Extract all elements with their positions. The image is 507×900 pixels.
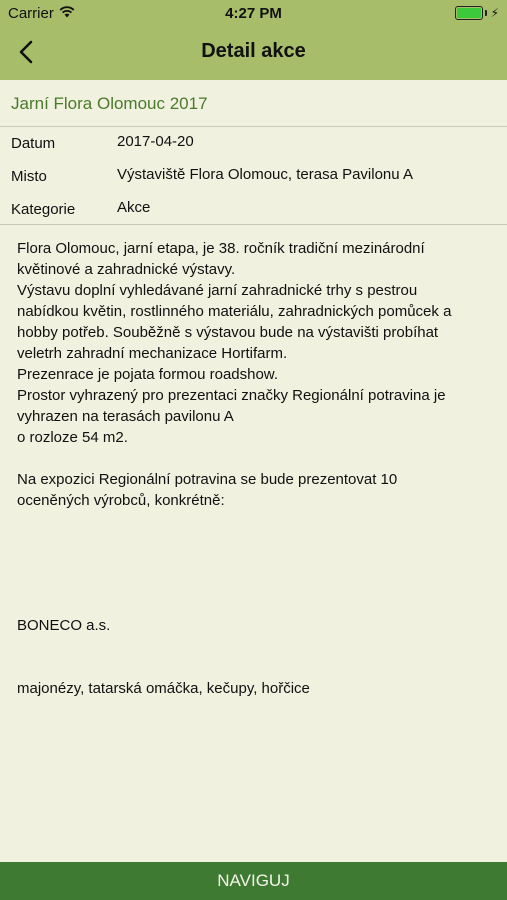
place-label: Misto bbox=[11, 168, 47, 185]
description-line: hobby potřeb. Souběžně s výstavou bude na výstavišti probíhat bbox=[17, 324, 439, 341]
info-row-category bbox=[0, 193, 507, 226]
paragraph-gap bbox=[17, 448, 492, 469]
header bbox=[0, 0, 507, 80]
info-table bbox=[0, 127, 507, 226]
info-row-date bbox=[0, 127, 507, 160]
battery-icon bbox=[455, 6, 483, 20]
description-line: květinové a zahradnické výstavy. bbox=[17, 261, 236, 278]
status-time: 4:27 PM bbox=[225, 5, 282, 22]
battery-cap bbox=[485, 10, 487, 16]
page-title: Detail akce bbox=[201, 40, 306, 62]
carrier-label: Carrier bbox=[8, 5, 54, 22]
date-value: 2017-04-20 bbox=[117, 133, 194, 150]
category-label: Kategorie bbox=[11, 201, 76, 218]
description-line: Na expozici Regionální potravina se bude prezentovat 10 bbox=[17, 471, 398, 488]
date-label: Datum bbox=[11, 135, 56, 152]
event-title: Jarní Flora Olomouc 2017 bbox=[0, 80, 507, 127]
description-line: Prezenrace je pojata formou roadshow. bbox=[17, 366, 278, 383]
charging-icon: ⚡ bbox=[490, 6, 499, 20]
company-products: majonézy, tatarská omáčka, kečupy, hořčice bbox=[17, 680, 310, 697]
description-line: Výstavu doplní vyhledávané jarní zahradnické trhy s pestrou bbox=[17, 282, 418, 299]
status-bar bbox=[0, 0, 507, 28]
description-line: nabídkou květin, rostlinného materiálu, zahradnických pomůcek a bbox=[17, 303, 452, 320]
nav-bar bbox=[0, 28, 507, 80]
description-line: oceněných výrobců, konkrétně: bbox=[17, 492, 225, 509]
description-line: o rozloze 54 m2. bbox=[17, 429, 128, 446]
info-row-place bbox=[0, 160, 507, 193]
divider bbox=[0, 224, 507, 225]
status-right bbox=[455, 6, 499, 20]
event-description bbox=[17, 238, 492, 511]
description-line: veletrh zahradní mechanizace Hortifarm. bbox=[17, 345, 288, 362]
category-value: Akce bbox=[117, 199, 151, 216]
place-value: Výstaviště Flora Olomouc, terasa Pavilonu A bbox=[117, 166, 413, 183]
company-name: BONECO a.s. bbox=[17, 617, 111, 634]
description-line: Flora Olomouc, jarní etapa, je 38. ročník tradiční mezinárodní bbox=[17, 240, 425, 257]
navigate-button[interactable]: NAVIGUJ bbox=[0, 862, 507, 900]
description-line: Prostor vyhrazený pro prezentaci značky Regionální potravina je bbox=[17, 387, 446, 404]
description-line: vyhrazen na terasách pavilonu A bbox=[17, 408, 234, 425]
battery-level bbox=[457, 8, 481, 18]
